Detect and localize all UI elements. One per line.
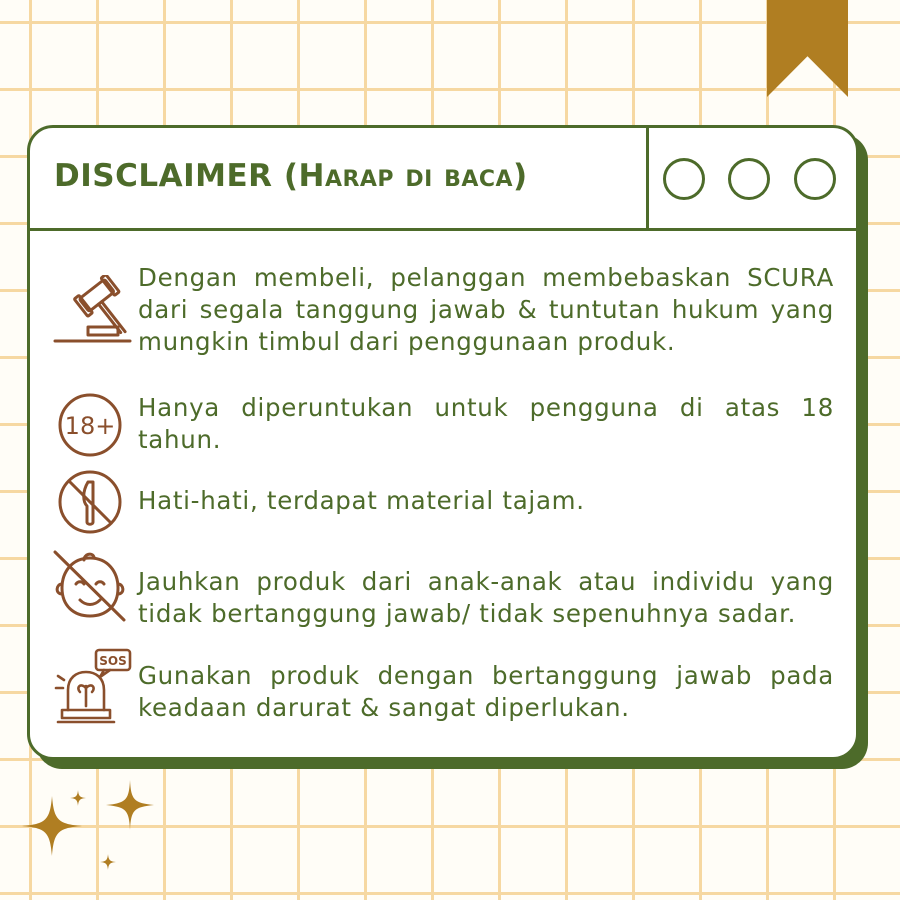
window-button-3[interactable] (794, 158, 836, 200)
no-children-icon (50, 548, 130, 622)
title-sub: (Harap di baca) (283, 158, 528, 194)
sparkle-small-icon (100, 854, 116, 870)
page-title (54, 158, 528, 194)
title-bar (30, 128, 856, 231)
age-badge-text: 18+ (64, 412, 116, 440)
title-main: DISCLAIMER (54, 158, 273, 194)
sparkle-medium-icon (106, 780, 154, 830)
disclaimer-window (27, 125, 859, 760)
sparkle-large-icon (22, 796, 82, 856)
sparkles-decoration (0, 770, 170, 890)
age-18-plus-icon (56, 391, 124, 459)
title-bar-divider (646, 128, 649, 228)
item-text: Hanya diperuntukan untuk pengguna di atas 18 tahun. (138, 393, 834, 454)
item-text: Jauhkan produk dari anak-anak atau individu yang tidak bertanggung jawab/ tidak sepenuhnya sadar. (138, 567, 834, 628)
sos-badge-text: SOS (99, 654, 127, 668)
bookmark-ribbon (767, 0, 848, 97)
item-text: Hati-hati, terdapat material tajam. (138, 486, 585, 515)
window-button-1[interactable] (663, 158, 705, 200)
window-button-2[interactable] (728, 158, 770, 200)
no-knife-icon (56, 468, 124, 536)
sparkle-small-icon (70, 790, 86, 806)
item-text: Dengan membeli, pelanggan membebaskan SCURA dari segala tanggung jawab & tuntutan hukum yang mungkin timbul dari penggunaan produk. (138, 263, 834, 356)
sos-alarm-icon (54, 648, 134, 728)
gavel-icon (52, 275, 132, 345)
item-text: Gunakan produk dengan bertanggung jawab pada keadaan darurat & sangat diperlukan. (138, 661, 834, 722)
